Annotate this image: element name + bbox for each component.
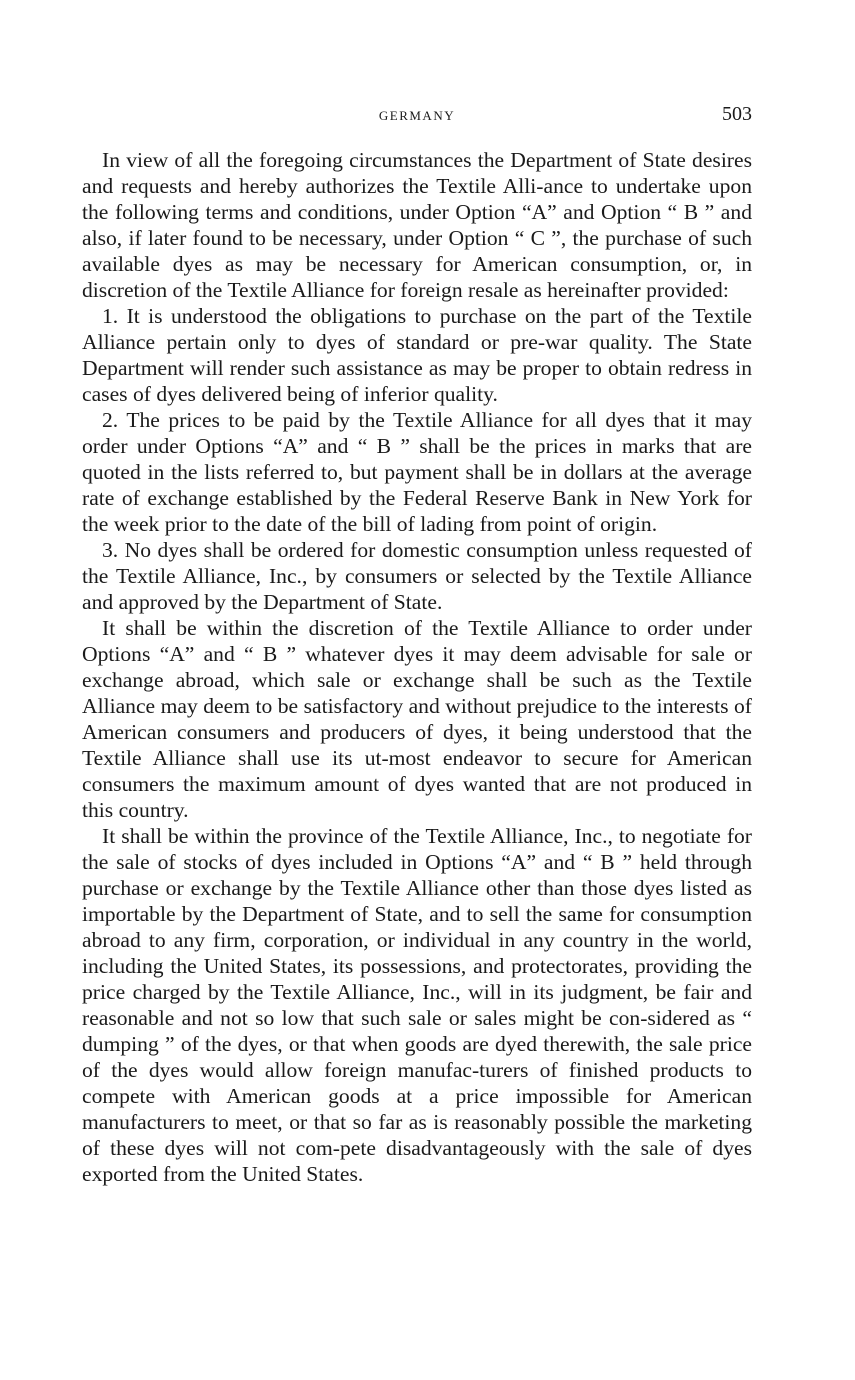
page-header <box>82 100 752 134</box>
paragraph-discretion: It shall be within the discretion of the Textile Alliance to order under Options “A” and “ B ” whatever dyes it may deem advisable for sale or exchange abroad, which sale or exchange shall be such as the Textile Alliance may deem to be satisfactory and without prejudice to the interests of American consumers and producers of dyes, it being understood that the Textile Alliance shall use its ut-most endeavor to secure for American consumers the maximum amount of dyes wanted that are not produced in this country. <box>82 616 752 822</box>
paragraph-intro: In view of all the foregoing circumstances the Department of State desires and requests and hereby authorizes the Textile Alli-ance to undertake upon the following terms and conditions, under Option “A” and Option “ B ” and also, if later found to be necessary, under Option “ C ”, the purchase of such available dyes as may be necessary for American consumption, or, in discretion of the Textile Alliance for foreign resale as hereinafter provided: <box>82 148 752 302</box>
paragraph-term-2: 2. The prices to be paid by the Textile Alliance for all dyes that it may order under Options “A” and “ B ” shall be the prices in marks that are quoted in the lists referred to, but payment shall be in dollars at the average rate of exchange established by the Federal Reserve Bank in New York for the week prior to the date of the bill of lading from point of origin. <box>82 408 752 536</box>
paragraph-term-1: 1. It is understood the obligations to purchase on the part of the Textile Alliance pertain only to dyes of standard or pre-war quality. The State Department will render such assistance as may be proper to obtain redress in cases of dyes delivered being of inferior quality. <box>82 304 752 406</box>
paragraph-term-3: 3. No dyes shall be ordered for domestic consumption unless requested of the Textile Alliance, Inc., by consumers or selected by the Textile Alliance and approved by the Department of State. <box>82 538 752 614</box>
running-title: GERMANY <box>378 108 456 123</box>
document-page <box>82 100 752 1187</box>
body-text <box>82 147 752 1187</box>
page-number: 503 <box>722 103 752 125</box>
paragraph-province: It shall be within the province of the Textile Alliance, Inc., to negotiate for the sale of stocks of dyes included in Options “A” and “ B ” held through purchase or exchange by the Textile Alliance other than those dyes listed as importable by the Department of State, and to sell the same for consumption abroad to any firm, corporation, or individual in any country in the world, including the United States, its possessions, and protectorates, providing the price charged by the Textile Alliance, Inc., will in its judgment, be fair and reasonable and not so low that such sale or sales might be con-sidered as “ dumping ” of the dyes, or that when goods are dyed therewith, the sale price of the dyes would allow foreign manufac-turers of finished products to compete with American goods at a price impossible for American manufacturers to meet, or that so far as is reasonably possible the marketing of these dyes will not com-pete disadvantageously with the sale of dyes exported from the United States. <box>82 824 752 1186</box>
